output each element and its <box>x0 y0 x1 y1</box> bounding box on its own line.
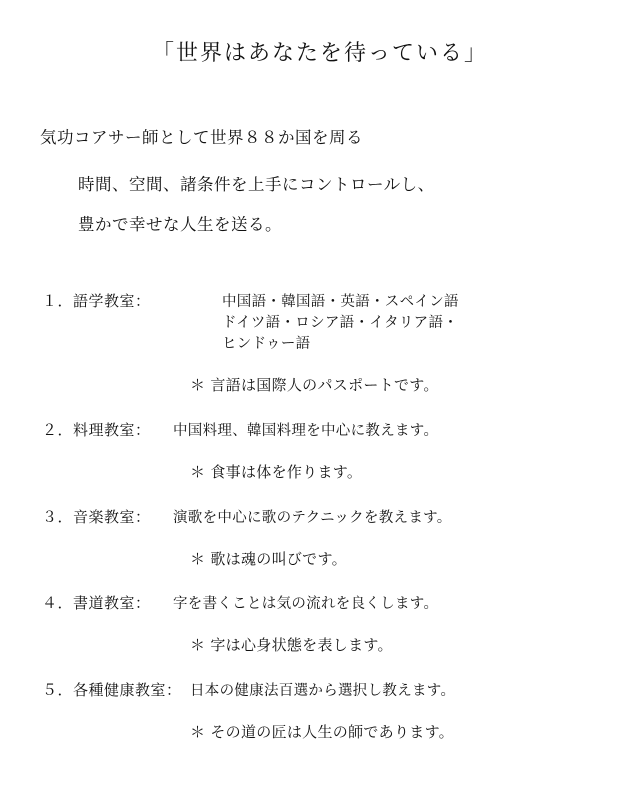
item-1-text-2: ドイツ語・ロシア語・イタリア語・ <box>222 315 459 331</box>
item-1-text-3: ヒンドゥー語 <box>222 336 311 352</box>
item-4-note: ＊ 字は心身状態を表します。 <box>190 636 393 654</box>
item-1-label: １．語学教室： <box>42 292 151 310</box>
page-title: 「世界はあなたを待っている」 <box>151 41 488 66</box>
item-3-label: ３．音楽教室： <box>42 508 151 526</box>
item-5-text: 日本の健康法百選から選択し教えます。 <box>190 683 456 699</box>
item-4-label: ４．書道教室： <box>42 594 151 612</box>
item-5-note: ＊ その道の匠は人生の師であります。 <box>190 723 454 741</box>
item-2-label: ２．料理教室： <box>42 421 151 439</box>
item-4-text: 字を書くことは気の流れを良くします。 <box>173 596 439 612</box>
item-1-text-1: 中国語・韓国語・英語・スペイン語 <box>222 294 459 310</box>
item-5-label: ５．各種健康教室： <box>42 681 182 699</box>
item-2-text: 中国料理、韓国料理を中心に教えます。 <box>173 423 439 439</box>
intro-line-3: 豊かで幸せな人生を送る。 <box>78 215 282 234</box>
intro-line-1: 気功コアサー師として世界８８か国を周る <box>40 128 363 147</box>
item-3-text: 演歌を中心に歌のテクニックを教えます。 <box>173 510 452 526</box>
intro-line-2: 時間、空間、諸条件を上手にコントロールし、 <box>78 175 435 194</box>
item-2-note: ＊ 食事は体を作ります。 <box>190 463 363 481</box>
item-3-note: ＊ 歌は魂の叫びです。 <box>190 550 347 568</box>
item-1-note: ＊ 言語は国際人のパスポートです。 <box>190 376 439 394</box>
